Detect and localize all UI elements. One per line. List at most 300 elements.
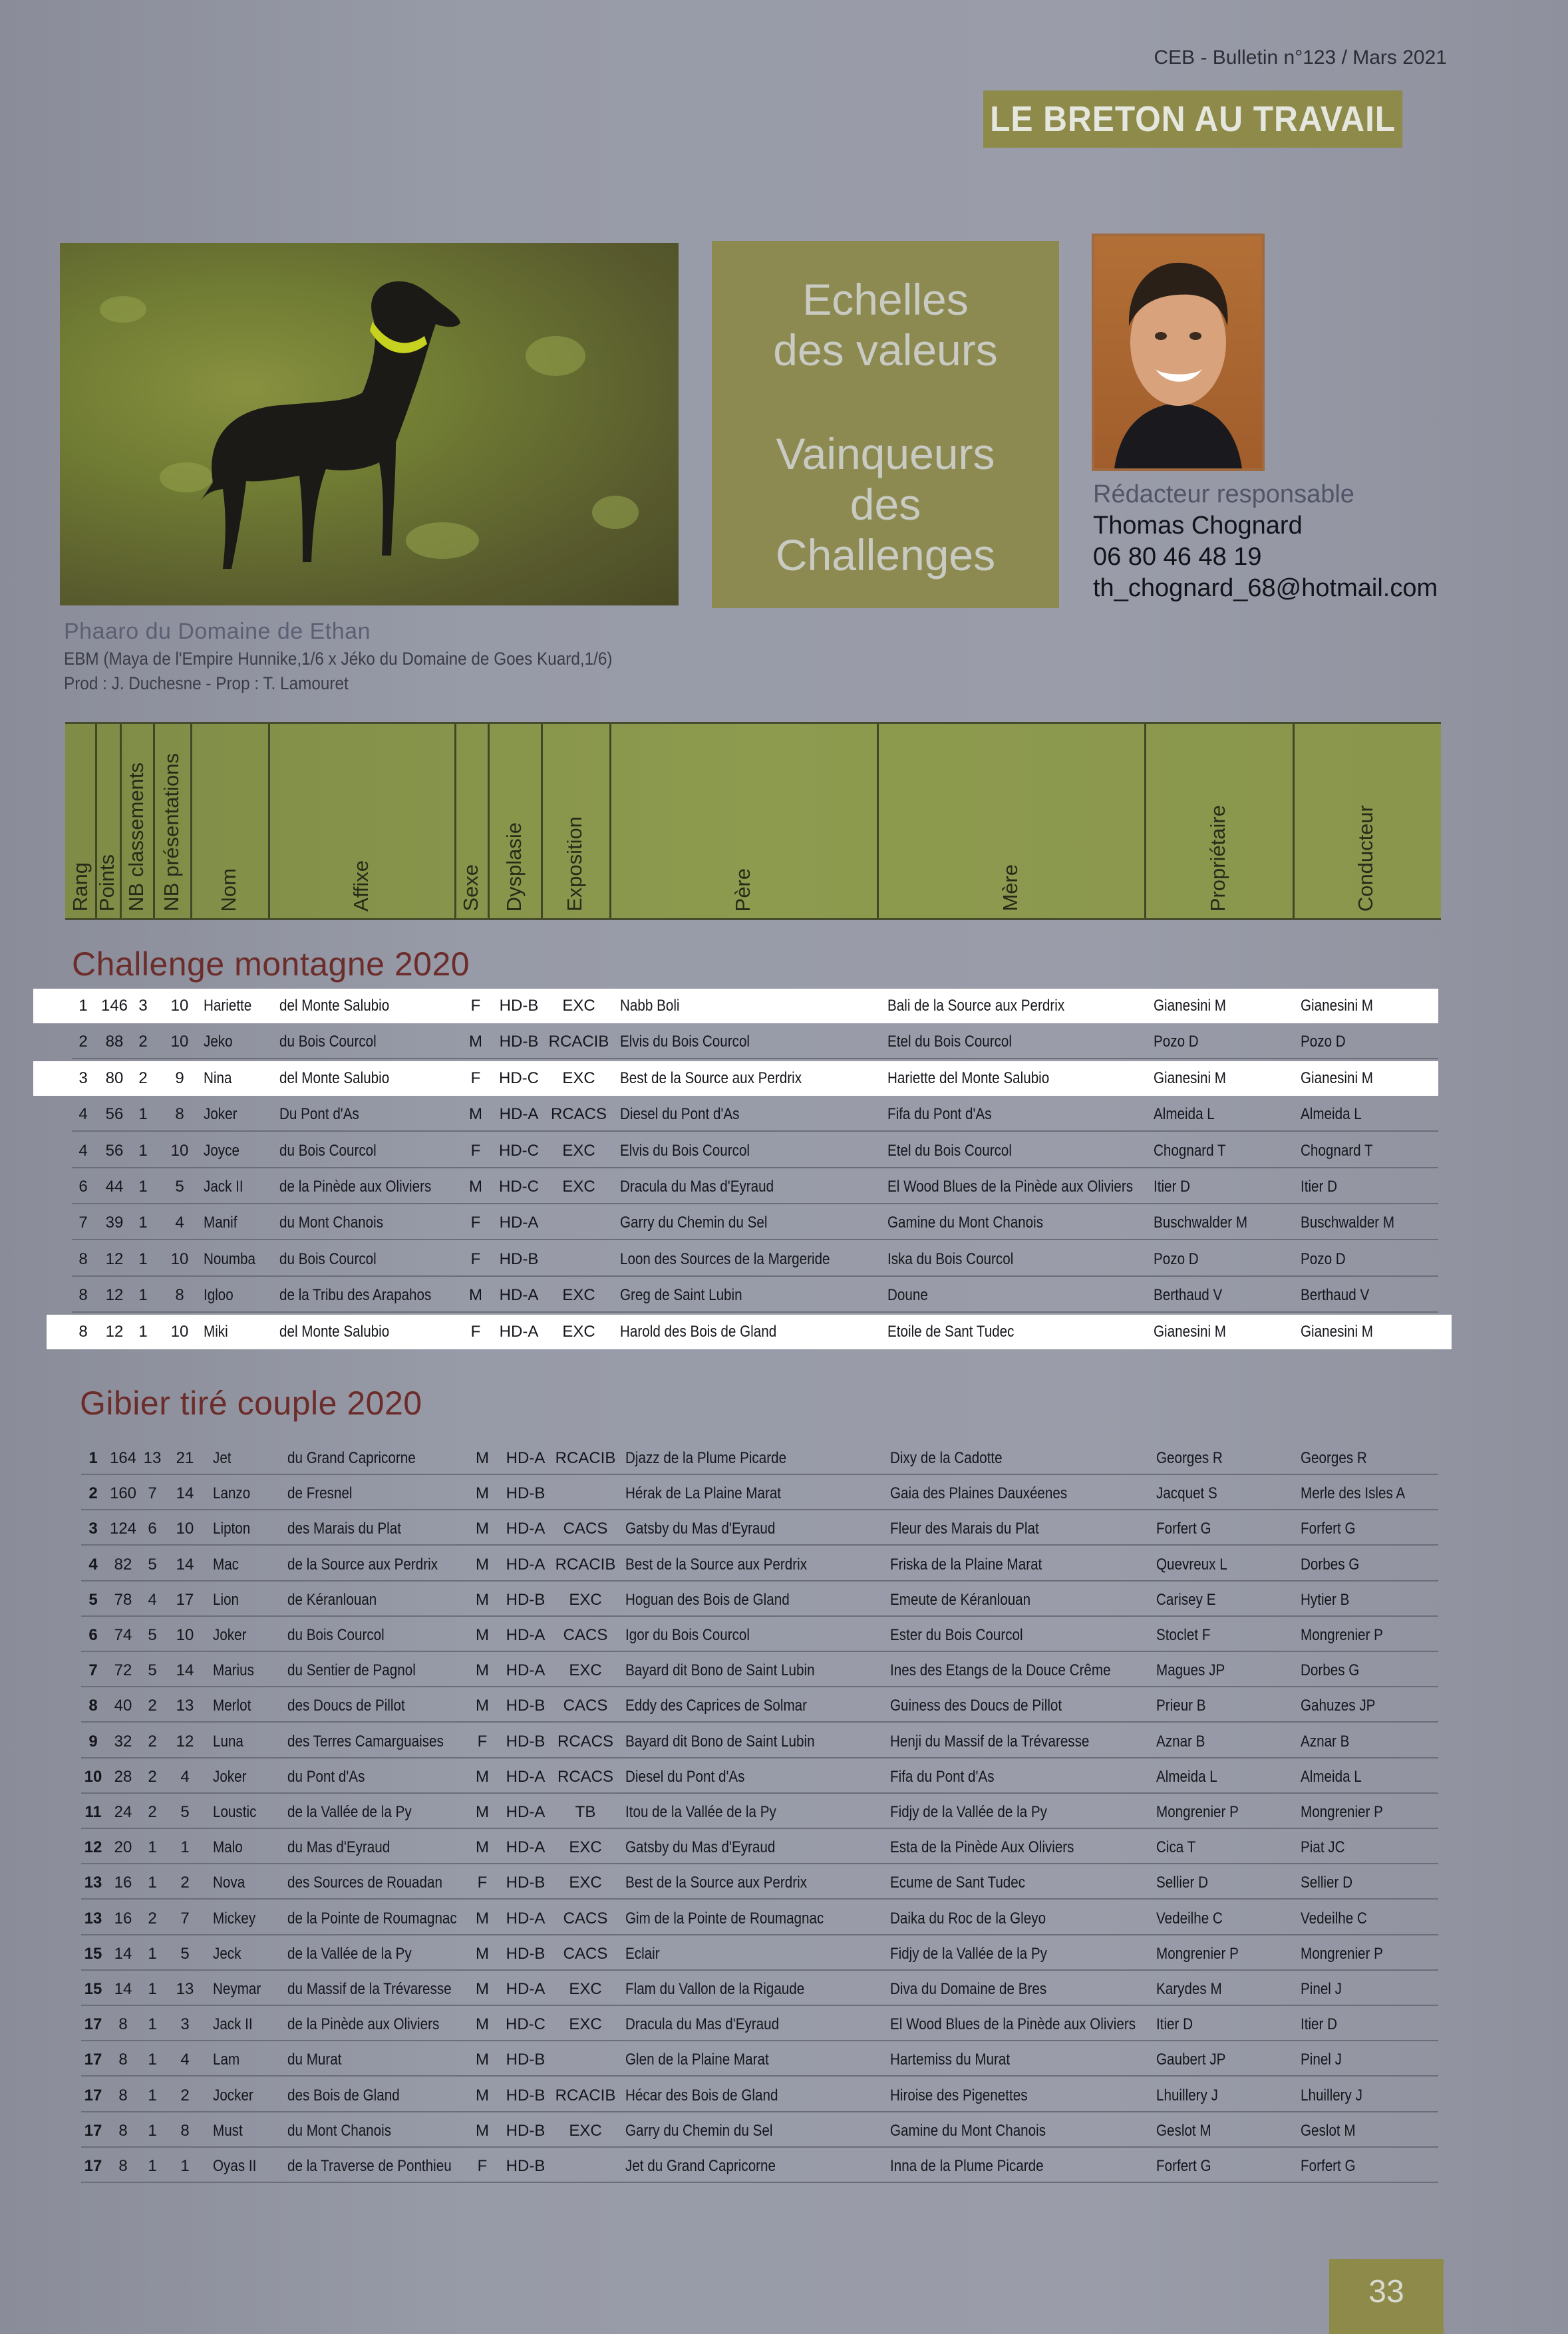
table-cell: 3 (180, 2015, 190, 2034)
table-cell: 7 (148, 1484, 157, 1503)
table-cell: EXC (562, 1322, 595, 1341)
table-cell: M (476, 1838, 489, 1857)
table-cell: CACS (563, 1909, 608, 1927)
table-cell: 4 (78, 1141, 88, 1160)
table-cell: 13 (143, 1449, 162, 1467)
table-cell: HD-A (506, 1909, 546, 1927)
table-cell: Chognard T (1301, 1141, 1373, 1160)
table-cell: Gaubert JP (1156, 2051, 1226, 2069)
table-cell: M (476, 1555, 489, 1574)
table-cell: 12 (176, 1732, 194, 1750)
table-cell: 13 (176, 1697, 194, 1715)
table-cell: Merle des Isles A (1301, 1484, 1406, 1503)
table-cell: Mickey (213, 1909, 256, 1927)
editor-role: Rédacteur responsable (1093, 480, 1354, 508)
table-row (81, 1796, 1438, 1829)
table-cell: Iska du Bois Courcol (887, 1250, 1014, 1268)
table-cell: 2 (88, 1484, 98, 1503)
table-cell: HD-A (506, 1803, 546, 1821)
table-cell: HD-A (499, 1105, 539, 1124)
table-cell: Buschwalder M (1154, 1214, 1248, 1232)
table-cell: del Monte Salubio (279, 997, 390, 1015)
table-cell: 13 (84, 1874, 102, 1892)
table-cell (552, 2150, 619, 2183)
table-cell: 8 (175, 1286, 184, 1305)
table-cell: 12 (105, 1250, 124, 1268)
column-divider (877, 724, 879, 918)
table-cell: EXC (562, 1141, 595, 1160)
table-cell: Miki (204, 1322, 228, 1341)
table-cell: EXC (569, 2121, 602, 2140)
table-row (81, 1512, 1438, 1546)
table-cell: Pozo D (1301, 1250, 1346, 1268)
table-cell: Berthaud V (1154, 1286, 1223, 1305)
table-row (81, 2079, 1438, 2112)
table-cell: Emeute de Kéranlouan (890, 1590, 1031, 1609)
table-row (81, 2043, 1438, 2077)
table-cell: 146 (100, 997, 128, 1015)
table-cell: Forfert G (1156, 1520, 1211, 1538)
table-cell: F (477, 1732, 488, 1750)
table-cell: Etoile de Sant Tudec (887, 1322, 1015, 1341)
table-cell: 8 (180, 2121, 190, 2140)
table-cell: M (469, 1286, 482, 1305)
table-row (81, 1689, 1438, 1723)
table-cell: Loustic (213, 1803, 257, 1821)
table-cell: CACS (563, 1520, 608, 1538)
table-cell: Manif (204, 1214, 237, 1232)
table-cell: 10 (170, 1322, 189, 1341)
table-cell: 10 (176, 1626, 194, 1644)
table-cell: Gaia des Plaines Dauxéenes (890, 1484, 1068, 1503)
table-cell: Jacquet S (1156, 1484, 1217, 1503)
table-cell: du Mont Chanois (279, 1214, 384, 1232)
table-row (81, 1760, 1438, 1794)
table-cell: Lion (213, 1590, 239, 1609)
gibier-tire-title: Gibier tiré couple 2020 (80, 1385, 422, 1422)
table-cell: de la Source aux Perdrix (287, 1555, 438, 1574)
table-cell: du Bois Courcol (279, 1033, 377, 1051)
table-cell: RCACIB (555, 1449, 616, 1467)
table-row (72, 1242, 1438, 1277)
table-row (81, 1902, 1438, 1935)
column-divider (1144, 724, 1146, 918)
table-cell: HD-A (499, 1214, 539, 1232)
table-cell: Berthaud V (1301, 1286, 1370, 1305)
table-cell: 1 (138, 1214, 148, 1232)
table-row (81, 1831, 1438, 1864)
photo-caption (64, 619, 703, 694)
table-cell: 11 (84, 1803, 102, 1821)
table-cell: EXC (562, 1286, 595, 1305)
table-cell: 1 (138, 1250, 148, 1268)
table-cell: HD-B (506, 1732, 546, 1750)
table-cell: Itou de la Vallée de la Py (625, 1803, 776, 1821)
table-cell: 39 (105, 1214, 124, 1232)
table-cell: RCACIB (555, 1555, 616, 1574)
table-cell: Elvis du Bois Courcol (620, 1033, 750, 1051)
table-cell: Jack II (213, 2015, 253, 2034)
title-line-5: Challenges (775, 530, 996, 580)
table-cell: Lhuillery J (1301, 2086, 1362, 2104)
table-cell: Joker (213, 1626, 247, 1644)
table-cell: 4 (148, 1590, 157, 1609)
table-row (81, 1442, 1438, 1475)
table-cell: Fifa du Pont d'As (887, 1105, 992, 1124)
table-cell: 1 (138, 1286, 148, 1305)
table-cell: CACS (563, 1626, 608, 1644)
column-divider (120, 724, 122, 918)
table-cell: Jeko (204, 1033, 233, 1051)
table-cell: 9 (88, 1732, 98, 1750)
table-cell: Du Pont d'As (279, 1105, 359, 1124)
table-cell: Sellier D (1301, 1874, 1353, 1892)
table-cell: Eclair (625, 1944, 660, 1963)
table-cell: M (476, 1590, 489, 1609)
table-cell: 17 (84, 2086, 102, 2104)
table-cell: 32 (114, 1732, 132, 1750)
column-divider (609, 724, 611, 918)
table-cell: Merlot (213, 1697, 251, 1715)
table-row (81, 2008, 1438, 2041)
table-cell: Fidjy de la Vallée de la Py (890, 1944, 1047, 1963)
table-cell: 17 (84, 2157, 102, 2175)
table-cell: 1 (148, 1980, 157, 1998)
table-cell: 5 (148, 1626, 157, 1644)
table-cell: EXC (569, 2015, 602, 2034)
dog-name: Phaaro du Domaine de Ethan (64, 619, 371, 644)
table-cell: Bayard dit Bono de Saint Lubin (625, 1732, 815, 1750)
table-cell: 124 (109, 1520, 137, 1538)
table-cell: Geslot M (1156, 2121, 1211, 2140)
table-cell: Nabb Boli (620, 997, 680, 1015)
table-cell: 10 (176, 1520, 194, 1538)
column-header-label: Nom (217, 868, 240, 912)
table-cell: 2 (148, 1767, 157, 1786)
table-cell: Garry du Chemin du Sel (625, 2121, 773, 2140)
table-cell: M (476, 1697, 489, 1715)
table-cell: M (476, 1767, 489, 1786)
editor-phone: 06 80 46 48 19 (1093, 543, 1262, 571)
table-cell: Vedeilhe C (1156, 1909, 1223, 1927)
table-cell: des Terres Camarguaises (287, 1732, 444, 1750)
table-column-header (65, 722, 1441, 920)
table-cell: Dorbes G (1301, 1555, 1360, 1574)
table-cell: Greg de Saint Lubin (620, 1286, 742, 1305)
title-line-2: des valeurs (773, 325, 998, 375)
column-divider (268, 724, 270, 918)
table-cell: Dracula du Mas d'Eyraud (620, 1178, 774, 1196)
table-cell: 3 (88, 1520, 98, 1538)
column-header-label: Rang (69, 862, 92, 912)
table-cell: EXC (569, 1590, 602, 1609)
table-cell: 2 (180, 1874, 190, 1892)
table-cell: Esta de la Pinède Aux Oliviers (890, 1838, 1074, 1857)
table-cell: HD-B (506, 2086, 546, 2104)
table-cell: Igloo (204, 1286, 234, 1305)
table-cell: 8 (88, 1697, 98, 1715)
table-cell: Gianesini M (1154, 1322, 1226, 1341)
table-cell: 8 (118, 2121, 128, 2140)
table-cell: Itier D (1301, 1178, 1338, 1196)
table-cell: Vedeilhe C (1301, 1909, 1367, 1927)
table-cell: Aznar B (1301, 1732, 1350, 1750)
table-cell: 5 (88, 1590, 98, 1609)
table-cell: 17 (84, 2121, 102, 2140)
table-cell: del Monte Salubio (279, 1069, 390, 1087)
table-cell: 10 (170, 997, 189, 1015)
table-cell: M (476, 1661, 489, 1680)
table-cell: Ines des Etangs de la Douce Crême (890, 1661, 1111, 1680)
column-divider (488, 724, 490, 918)
table-cell: HD-A (506, 1767, 546, 1786)
table-cell: M (476, 1909, 489, 1927)
table-cell: 5 (180, 1944, 190, 1963)
column-header-label: Points (95, 854, 118, 912)
table-cell: Chognard T (1154, 1141, 1226, 1160)
table-cell: 6 (88, 1626, 98, 1644)
table-cell (546, 1206, 612, 1240)
table-cell: Henji du Massif de la Trévaresse (890, 1732, 1090, 1750)
table-cell: F (470, 1069, 481, 1087)
table-cell: 12 (105, 1286, 124, 1305)
table-cell: EXC (569, 1838, 602, 1857)
table-row (72, 1170, 1438, 1204)
section-banner: LE BRETON AU TRAVAIL (983, 90, 1402, 148)
table-cell: de la Traverse de Ponthieu (287, 2157, 452, 2175)
table-cell: 5 (175, 1178, 184, 1196)
table-cell: Joker (204, 1105, 237, 1124)
table-cell: RCACS (557, 1732, 613, 1750)
title-line-3: Vainqueurs (776, 429, 995, 478)
table-cell: HD-A (506, 1980, 546, 1998)
table-cell: 8 (78, 1286, 88, 1305)
column-divider (1293, 724, 1295, 918)
table-row (72, 1025, 1438, 1059)
table-cell: 4 (180, 1767, 190, 1786)
table-cell: des Sources de Rouadan (287, 1874, 442, 1892)
table-cell: Friska de la Plaine Marat (890, 1555, 1042, 1574)
table-cell: 78 (114, 1590, 132, 1609)
table-cell: Sellier D (1156, 1874, 1209, 1892)
table-cell: F (470, 1141, 481, 1160)
table-cell: 8 (118, 2051, 128, 2069)
table-cell: Pozo D (1154, 1250, 1199, 1268)
table-row (72, 1134, 1438, 1168)
table-cell: 12 (105, 1322, 124, 1341)
table-row (81, 1866, 1438, 1900)
table-cell: Noumba (204, 1250, 256, 1268)
table-row (81, 1725, 1438, 1758)
table-cell: RCACS (550, 1105, 607, 1124)
table-cell: M (476, 2086, 489, 2104)
table-cell: HD-A (499, 1322, 539, 1341)
table-cell: 1 (88, 1449, 98, 1467)
table-cell: TB (575, 1803, 596, 1821)
table-cell: Prieur B (1156, 1697, 1206, 1715)
table-cell: Diesel du Pont d'As (625, 1767, 745, 1786)
table-cell: 21 (176, 1449, 194, 1467)
table-cell: 1 (138, 1178, 148, 1196)
table-row (81, 1654, 1438, 1687)
table-cell: Best de la Source aux Perdrix (625, 1555, 808, 1574)
table-cell: 7 (88, 1661, 98, 1680)
table-cell: 7 (180, 1909, 190, 1927)
table-row (72, 1097, 1438, 1132)
editor-email: th_chognard_68@hotmail.com (1093, 574, 1438, 602)
table-cell: du Bois Courcol (287, 1626, 385, 1644)
table-cell: Georges R (1156, 1449, 1223, 1467)
table-cell: 1 (180, 2157, 190, 2175)
table-cell: 74 (114, 1626, 132, 1644)
table-cell: M (476, 2015, 489, 2034)
table-cell: Gianesini M (1154, 997, 1226, 1015)
editor-name: Thomas Chognard (1093, 512, 1303, 540)
table-row (81, 1973, 1438, 2006)
table-cell: HD-A (506, 1838, 546, 1857)
table-cell: Gahuzes JP (1301, 1697, 1376, 1715)
table-cell: Elvis du Bois Courcol (620, 1141, 750, 1160)
table-cell: de Kéranlouan (287, 1590, 377, 1609)
table-cell: Forfert G (1301, 1520, 1356, 1538)
table-cell: Daika du Roc de la Gleyo (890, 1909, 1046, 1927)
table-cell: Itier D (1301, 2015, 1338, 2034)
table-cell: 17 (84, 2015, 102, 2034)
table-cell: 44 (105, 1178, 124, 1196)
table-cell: 5 (148, 1555, 157, 1574)
table-cell: Igor du Bois Courcol (625, 1626, 750, 1644)
table-cell: Mongrenier P (1301, 1803, 1383, 1821)
table-cell: de la Pinède aux Oliviers (287, 2015, 440, 2034)
table-cell: HD-B (506, 2157, 546, 2175)
table-cell: 8 (78, 1322, 88, 1341)
table-cell: Hariette del Monte Salubio (887, 1069, 1050, 1087)
table-cell: 9 (175, 1069, 184, 1087)
table-cell: F (470, 1214, 481, 1232)
table-cell: 14 (176, 1484, 194, 1503)
table-cell: Fidjy de la Vallée de la Py (890, 1803, 1047, 1821)
table-cell: HD-A (506, 1520, 546, 1538)
table-cell: Mongrenier P (1301, 1626, 1383, 1644)
table-cell: Diva du Domaine de Bres (890, 1980, 1047, 1998)
table-cell: Pinel J (1301, 2051, 1342, 2069)
table-cell: de la Pinède aux Oliviers (279, 1178, 432, 1196)
table-cell: du Pont d'As (287, 1767, 365, 1786)
table-cell: Gatsby du Mas d'Eyraud (625, 1520, 776, 1538)
table-cell: 10 (170, 1141, 189, 1160)
table-cell: 3 (78, 1069, 88, 1087)
table-cell: 1 (148, 1944, 157, 1963)
table-cell: HD-C (499, 1178, 539, 1196)
table-cell: HD-B (506, 1944, 546, 1963)
table-cell: 14 (176, 1661, 194, 1680)
table-cell: Jet (213, 1449, 232, 1467)
table-cell: 14 (114, 1944, 132, 1963)
table-cell: des Doucs de Pillot (287, 1697, 405, 1715)
article-title-box (712, 241, 1059, 608)
table-cell: HD-B (506, 1590, 546, 1609)
table-cell: 17 (84, 2051, 102, 2069)
table-row (33, 1061, 1438, 1096)
table-cell: Joyce (204, 1141, 239, 1160)
table-cell: HD-B (506, 2121, 546, 2140)
dog-owner: Prod : J. Duchesne - Prop : T. Lamouret (64, 673, 349, 693)
table-cell (552, 1477, 619, 1510)
table-cell: 12 (84, 1838, 102, 1857)
table-cell: 4 (180, 2051, 190, 2069)
table-cell: F (470, 1250, 481, 1268)
table-cell: CACS (563, 1944, 608, 1963)
table-cell: El Wood Blues de la Pinède aux Oliviers (887, 1178, 1134, 1196)
page-number: 33 (1329, 2259, 1444, 2334)
table-cell: 7 (78, 1214, 88, 1232)
table-cell: du Bois Courcol (279, 1250, 377, 1268)
table-cell: 88 (105, 1033, 124, 1051)
table-cell: Lanzo (213, 1484, 251, 1503)
table-cell: 80 (105, 1069, 124, 1087)
table-cell: 8 (118, 2157, 128, 2175)
table-cell: HD-A (499, 1286, 539, 1305)
table-cell: HD-B (499, 1250, 539, 1268)
table-cell: 2 (148, 1697, 157, 1715)
table-cell: Best de la Source aux Perdrix (625, 1874, 808, 1892)
table-cell: Forfert G (1156, 2157, 1211, 2175)
column-header-label: NB présentations (160, 753, 183, 912)
table-cell: Harold des Bois de Gland (620, 1322, 777, 1341)
table-cell: Mongrenier P (1301, 1944, 1383, 1963)
table-cell: Pozo D (1154, 1033, 1199, 1051)
table-cell: M (469, 1178, 482, 1196)
table-cell: Lipton (213, 1520, 251, 1538)
table-cell: M (476, 1980, 489, 1998)
table-cell: 1 (148, 1874, 157, 1892)
table-cell (546, 1242, 612, 1277)
table-cell: 24 (114, 1803, 132, 1821)
table-cell: 2 (148, 1909, 157, 1927)
table-cell: Marius (213, 1661, 254, 1680)
column-header-label: Propriétaire (1206, 804, 1229, 912)
table-cell (552, 2043, 619, 2077)
table-cell: Bayard dit Bono de Saint Lubin (625, 1661, 815, 1680)
table-cell: Gianesini M (1301, 1322, 1373, 1341)
table-cell: HD-B (506, 1874, 546, 1892)
table-row (72, 1278, 1438, 1313)
table-cell: Luna (213, 1732, 243, 1750)
table-cell: Hoguan des Bois de Gland (625, 1590, 790, 1609)
table-cell: Stoclet F (1156, 1626, 1211, 1644)
table-cell: 2 (138, 1069, 148, 1087)
table-cell: de la Vallée de la Py (287, 1803, 412, 1821)
table-cell: M (476, 2121, 489, 2140)
table-cell: 2 (138, 1033, 148, 1051)
table-cell: Joker (213, 1767, 247, 1786)
table-cell: Dorbes G (1301, 1661, 1360, 1680)
table-cell: Mongrenier P (1156, 1803, 1239, 1821)
table-cell: 1 (148, 2086, 157, 2104)
table-cell: 20 (114, 1838, 132, 1857)
table-cell: EXC (569, 1661, 602, 1680)
table-cell: 1 (148, 1838, 157, 1857)
table-cell: des Marais du Plat (287, 1520, 401, 1538)
table-cell: HD-B (506, 1484, 546, 1503)
table-cell: Glen de la Plaine Marat (625, 2051, 769, 2069)
table-cell: 82 (114, 1555, 132, 1574)
table-cell: M (476, 1484, 489, 1503)
table-cell: Almeida L (1301, 1767, 1362, 1786)
table-cell: 3 (138, 997, 148, 1015)
table-cell: Etel du Bois Courcol (887, 1033, 1013, 1051)
table-cell: 13 (84, 1909, 102, 1927)
